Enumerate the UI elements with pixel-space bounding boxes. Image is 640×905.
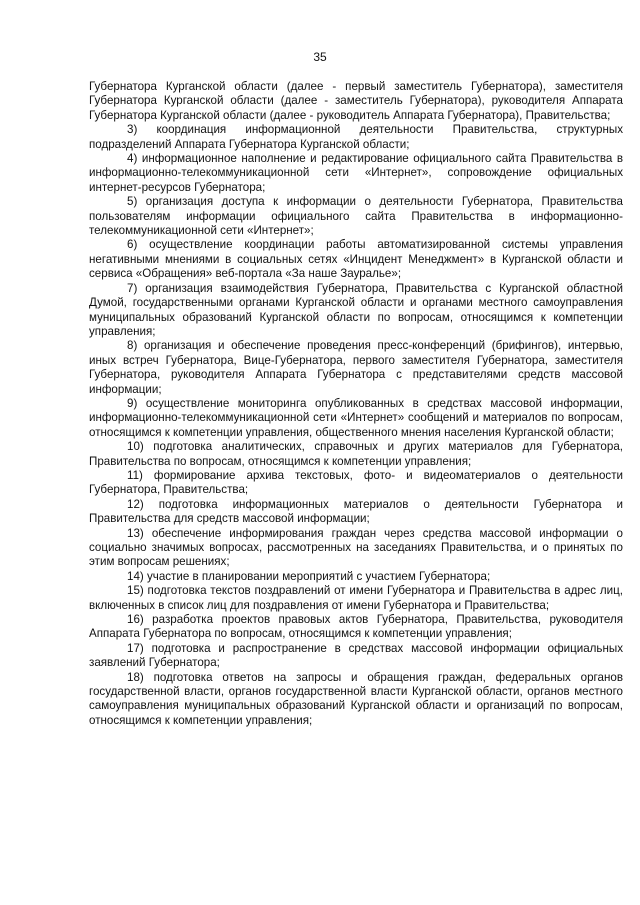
- list-item-3: 3) координация информационной деятельности Правительства, структурных подразделений Аппарата Губернатора Курганской области;: [89, 123, 623, 151]
- list-item-5: 5) организация доступа к информации о деятельности Губернатора, Правительства пользователям информации официального сайта Правительства в информационно-телекоммуникационной сети «Интернет»;: [89, 195, 623, 238]
- list-item-14: 14) участие в планировании мероприятий с участием Губернатора;: [127, 569, 491, 583]
- list-item-11: 11) формирование архива текстовых, фото- и видеоматериалов о деятельности Губернатора, Правительства;: [89, 468, 623, 497]
- list-item-7: 7) организация взаимодействия Губернатора, Правительства с Курганской областной Думой, государственными органами Курганской области и органами местного самоуправления муниципальных образований Курганской области по вопросам, относящимся к компетенции управления;: [89, 281, 623, 338]
- page-number: 35: [313, 50, 327, 64]
- document-body: [89, 80, 623, 728]
- list-item-13: 13) обеспечение информирования граждан через средства массовой информации о социально значимых вопросах, рассмотренных на заседаниях Правительства, и о принятых по этим вопросам решениях;: [89, 526, 623, 569]
- list-item-4: 4) информационное наполнение и редактирование официального сайта Правительства в информационно-телекоммуникационной сети «Интернет», сопровождение официальных интернет-ресурсов Губернатора;: [89, 152, 623, 194]
- list-item-16: 16) разработка проектов правовых актов Губернатора, Правительства, руководителя Аппарата Губернатора по вопросам, относящимся к компетенции управления;: [89, 613, 623, 641]
- list-item-6: 6) осуществление координации работы автоматизированной системы управления негативными мнениями в социальных сетях «Инцидент Менеджмент» в Курганской области и сервиса «Обращения» веб-портала «За наше Зауралье»;: [89, 238, 623, 281]
- list-item-10: 10) подготовка аналитических, справочных и других материалов для Губернатора, Правительства по вопросам, относящимся к компетенции управления;: [89, 440, 623, 468]
- paragraph-continuation: Губернатора Курганской области (далее - первый заместитель Губернатора), заместителя Губернатора Курганской области (далее - заместитель Губернатора), руководителя Аппарата Губернатора Курганской области (далее - руководитель Аппарата Губернатора), Правительства;: [89, 80, 623, 122]
- list-item-18: 18) подготовка ответов на запросы и обращения граждан, федеральных органов государственной власти, органов государственной власти Курганской области, органов местного самоуправления муниципальных образований Курганской области и организаций по вопросам, относящимся к компетенции управления;: [89, 670, 623, 727]
- list-item-9: 9) осуществление мониторинга опубликованных в средствах массовой информации, информационно-телекоммуникационной сети «Интернет» сообщений и материалов по вопросам, относящимся к компетенции управления, общественного мнения населения Курганской области;: [89, 396, 623, 439]
- list-item-12: 12) подготовка информационных материалов о деятельности Губернатора и Правительства для средств массовой информации;: [89, 497, 623, 526]
- list-item-8: 8) организация и обеспечение проведения пресс-конференций (брифингов), интервью, иных встреч Губернатора, Вице-Губернатора, первого заместителя Губернатора, заместителя Губернатора, руководителя Аппарата Губернатора с представителями средств массовой информации;: [89, 339, 623, 396]
- list-item-17: 17) подготовка и распространение в средствах массовой информации официальных заявлений Губернатора;: [89, 641, 623, 670]
- list-item-15: 15) подготовка текстов поздравлений от имени Губернатора и Правительства в адрес лиц, включенных в список лиц для поздравления от имени Губернатора и Правительства;: [89, 584, 623, 612]
